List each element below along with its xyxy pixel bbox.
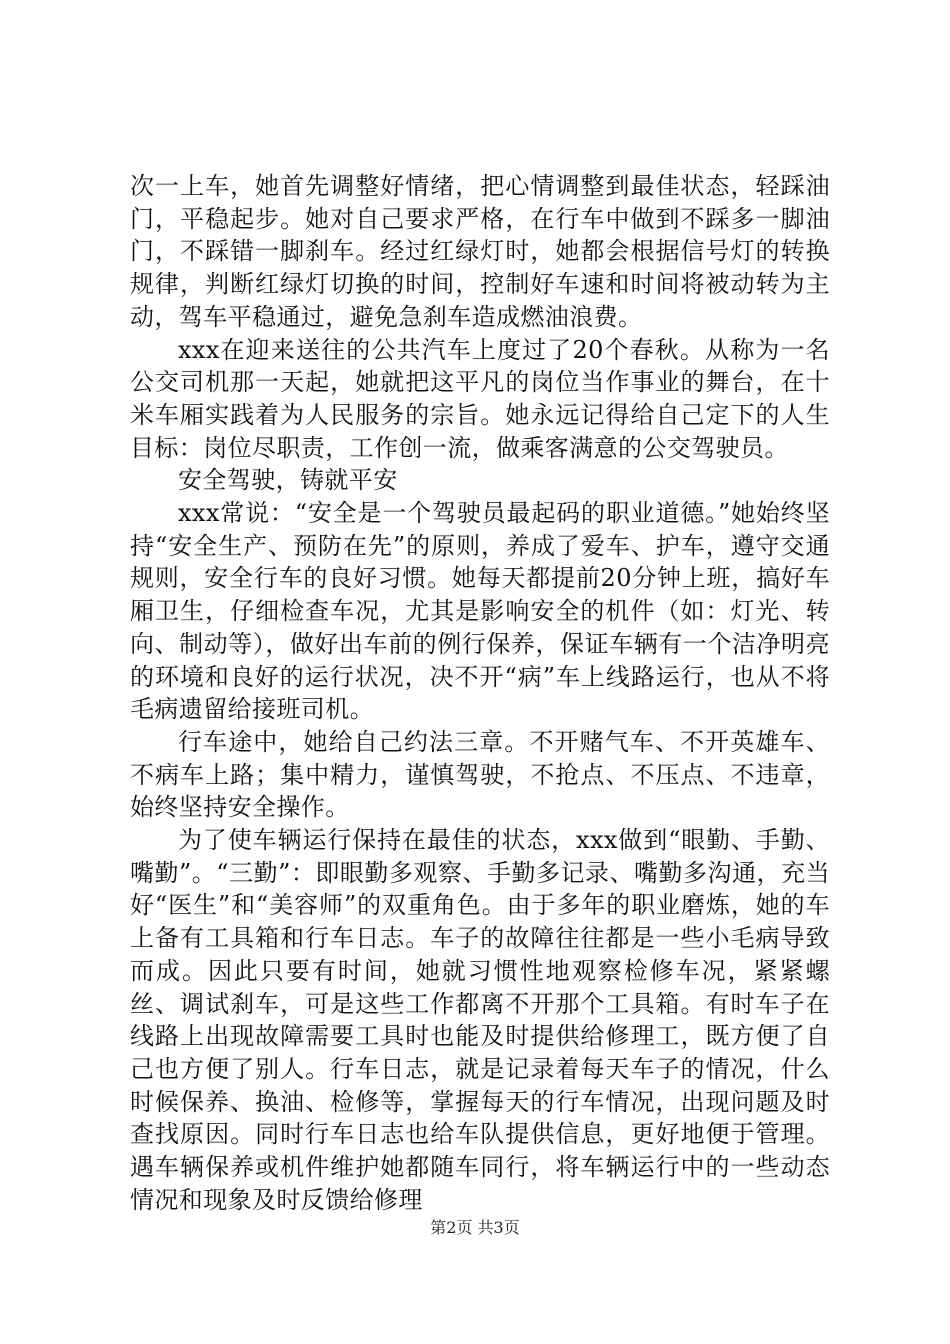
- paragraph-5: 为了使车辆运行保持在最佳的状态，xxx做到“眼勤、手勤、嘴勤”。“三勤”：即眼勤多观察、手勤多记录、嘴勤多沟通，充当好“医生”和“美容师”的双重角色。由于多年的职业磨炼，她的车上备有工具箱和行车日志。车子的故障往往都是一些小毛病导致而成。因此只要有时间，她就习惯性地观察检修车况，紧紧螺丝、调试刹车，可是这些工作都离不开那个工具箱。有时车子在线路上出现故障需要工具时也能及时提供给修理工，既方便了自己也方便了别人。行车日志，就是记录着每天车子的情况，什么时候保养、换油、检修等，掌握每天的行车情况，出现问题及时查找原因。同时行车日志也给车队提供信息，更好地便于管理。遇车辆保养或机件维护她都随车同行，将车辆运行中的一些动态情况和现象及时反馈给修理: [130, 826, 830, 1214]
- page-number-footer: 第2页 共3页: [430, 1218, 520, 1237]
- section-heading: 安全驾驶，铸就平安: [178, 466, 398, 495]
- paragraph-3: xxx常说：“安全是一个驾驶员最起码的职业道德。”她始终坚持“安全生产、预防在先”的原则，养成了爱车、护车，遵守交通规则，安全行车的良好习惯。她每天都提前20分钟上班，搞好车厢卫生，仔细检查车况，尤其是影响安全的机件（如：灯光、转向、制动等），做好出车前的例行保养，保证车辆有一个洁净明亮的环境和良好的运行状况，决不开“病”车上线路运行，也从不将毛病遗留给接班司机。: [130, 499, 830, 724]
- paragraph-1: 次一上车，她首先调整好情绪，把心情调整到最佳状态，轻踩油门，平稳起步。她对自己要求严格，在行车中做到不踩多一脚油门，不踩错一脚刹车。经过红绿灯时，她都会根据信号灯的转换规律，判断红绿灯切换的时间，控制好车速和时间将被动转为主动，驾车平稳通过，避免急刹车造成燃油浪费。: [130, 172, 830, 331]
- paragraph-2: xxx在迎来送往的公共汽车上度过了20个春秋。从称为一名公交司机那一天起，她就把这平凡的岗位当作事业的舞台，在十米车厢实践着为人民服务的宗旨。她永远记得给自己定下的人生目标：岗位尽职责，工作创一流，做乘客满意的公交驾驶员。: [130, 335, 830, 462]
- paragraph-4: 行车途中，她给自己约法三章。不开赌气车、不开英雄车、不病车上路；集中精力，谨慎驾驶，不抢点、不压点、不违章，始终坚持安全操作。: [130, 727, 830, 822]
- document-body: [130, 170, 830, 1217]
